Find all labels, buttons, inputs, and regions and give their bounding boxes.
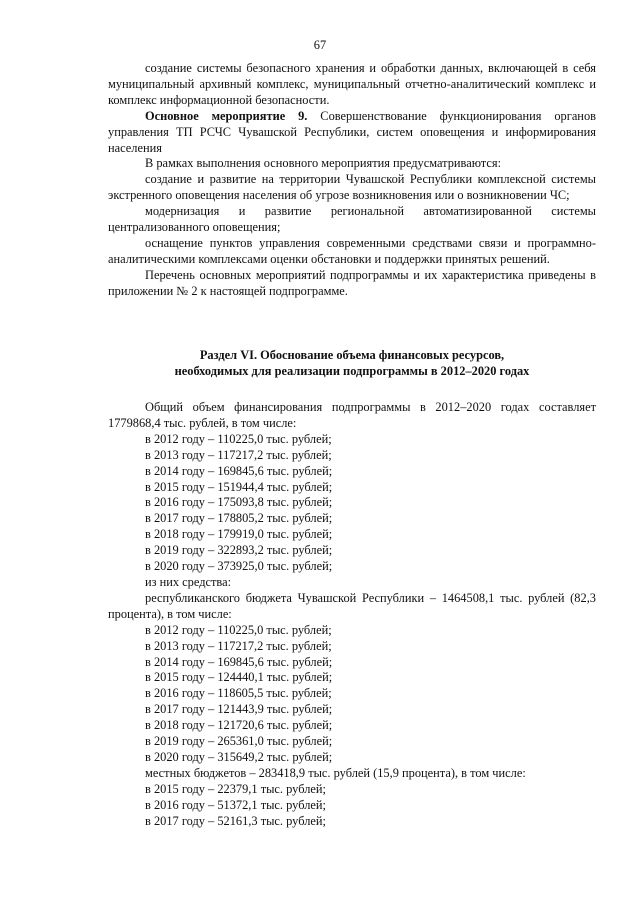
financing-line: в 2013 году – 117217,2 тыс. рублей; — [145, 638, 332, 653]
financing-line: в 2020 году – 315649,2 тыс. рублей; — [145, 749, 333, 764]
main-measure-label: Основное мероприятие 9. — [145, 108, 308, 123]
paragraph: Перечень основных мероприятий подпрограммы и их характеристика приведены в приложении № 2 к настоящей подпрограмме. — [108, 267, 596, 298]
financing-line: в 2017 году – 121443,9 тыс. рублей; — [145, 702, 333, 717]
financing-line: из них средства: — [145, 574, 232, 589]
financing-line: Общий объем финансирования подпрограммы в 2012–2020 годах составляет 1779868,4 тыс. рублей, в том числе: — [108, 400, 596, 430]
financing-line: в 2019 году – 322893,2 тыс. рублей; — [145, 543, 333, 558]
financing-line: в 2018 году – 179919,0 тыс. рублей; — [145, 527, 333, 542]
financing-line: в 2019 году – 265361,0 тыс. рублей; — [145, 734, 333, 749]
financing-line: в 2017 году – 178805,2 тыс. рублей; — [145, 511, 333, 526]
section-heading-line-1: Раздел VI. Обоснование объема финансовых ресурсов, — [199, 348, 505, 362]
financing-line: в 2016 году – 51372,1 тыс. рублей; — [145, 797, 326, 812]
section-heading-line-2: необходимых для реализации подпрограммы в 2012–2020 годах — [174, 364, 530, 378]
financing-line: в 2015 году – 124440,1 тыс. рублей; — [145, 670, 333, 685]
financing-line: республиканского бюджета Чувашской Республики – 1464508,1 тыс. рублей (82,3 процента), в том числе: — [108, 590, 596, 621]
financing-line: в 2012 году – 110225,0 тыс. рублей; — [145, 622, 332, 637]
page-number: 67 — [313, 38, 327, 52]
paragraph: модернизация и развитие региональной автоматизированной системы централизованного оповещения; — [108, 204, 596, 235]
financing-line: в 2018 году – 121720,6 тыс. рублей; — [145, 718, 333, 733]
paragraph: В рамках выполнения основного мероприятия предусматриваются: — [145, 156, 502, 171]
paragraph: создание системы безопасного хранения и обработки данных, включающей в себя муниципальный архивный комплекс, муниципальный отчетно-аналитический комплекс и комплекс информационной безопасности. — [108, 61, 596, 107]
paragraph: оснащение пунктов управления современными средствами связи и программно-аналитическими комплексами оценки обстановки и поддержки принятых решений. — [108, 235, 596, 266]
financing-line: в 2015 году – 22379,1 тыс. рублей; — [145, 781, 326, 796]
financing-text-block — [108, 400, 596, 829]
financing-line: местных бюджетов – 283418,9 тыс. рублей (15,9 процента), в том числе: — [145, 765, 526, 780]
financing-line: в 2020 году – 373925,0 тыс. рублей; — [145, 559, 333, 574]
financing-line: в 2017 году – 52161,3 тыс. рублей; — [145, 813, 326, 828]
financing-line: в 2016 году – 175093,8 тыс. рублей; — [145, 495, 333, 510]
financing-line: в 2014 году – 169845,6 тыс. рублей; — [145, 463, 333, 478]
section-heading — [108, 347, 596, 379]
financing-line: в 2013 году – 117217,2 тыс. рублей; — [145, 447, 332, 462]
measures-text-block — [108, 61, 596, 300]
financing-line: в 2015 году – 151944,4 тыс. рублей; — [145, 479, 333, 494]
paragraph: создание и развитие на территории Чувашской Республики комплексной системы экстренного оповещения населения об угрозе возникновения или о возникновении ЧС; — [108, 172, 596, 203]
financing-line: в 2012 году – 110225,0 тыс. рублей; — [145, 431, 332, 446]
financing-line: в 2014 году – 169845,6 тыс. рублей; — [145, 654, 333, 669]
main-measure-9-paragraph: Основное мероприятие 9. Совершенствование функционирования органов управления ТП РСЧС Чувашской Республики, систем оповещения и информирования населения — [108, 108, 596, 155]
financing-line: в 2016 году – 118605,5 тыс. рублей; — [145, 686, 332, 701]
